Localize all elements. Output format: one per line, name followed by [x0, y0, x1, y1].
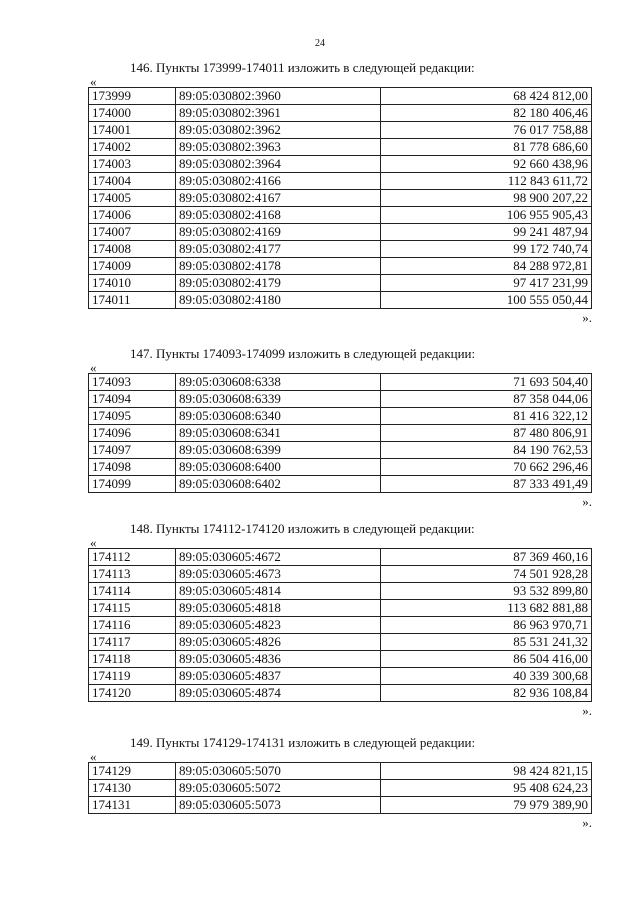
cadastral-number: 89:05:030605:4874: [176, 685, 381, 702]
table-row: [89, 549, 592, 566]
cadastral-number: 89:05:030605:5072: [176, 780, 381, 797]
row-number: 174008: [89, 241, 176, 258]
cadastral-number: 89:05:030605:5070: [176, 763, 381, 780]
cadastral-number: 89:05:030605:4672: [176, 549, 381, 566]
row-number: 174117: [89, 634, 176, 651]
cadastral-number: 89:05:030608:6338: [176, 374, 381, 391]
cadastral-value: 97 417 231,99: [381, 275, 592, 292]
opening-quote: «: [90, 74, 97, 89]
table-row: [89, 583, 592, 600]
closing-quote: ».: [582, 815, 592, 830]
row-number: 174130: [89, 780, 176, 797]
table-row: [89, 105, 592, 122]
cadastral-value: 79 979 389,90: [381, 797, 592, 814]
cadastral-number: 89:05:030605:4836: [176, 651, 381, 668]
cadastral-number: 89:05:030802:4167: [176, 190, 381, 207]
table-row: [89, 207, 592, 224]
section-148: [88, 521, 592, 720]
cadastral-number: 89:05:030608:6340: [176, 408, 381, 425]
row-number: 174011: [89, 292, 176, 309]
row-number: 174094: [89, 391, 176, 408]
section-title: 146. Пункты 173999-174011 изложить в следующей редакции:: [130, 60, 475, 75]
table-row: [89, 600, 592, 617]
cadastral-number: 89:05:030605:4826: [176, 634, 381, 651]
closing-quote: ».: [582, 494, 592, 509]
table-row: [89, 566, 592, 583]
table-row: [89, 780, 592, 797]
section-title: 148. Пункты 174112-174120 изложить в следующей редакции:: [130, 521, 475, 536]
row-number: 174129: [89, 763, 176, 780]
cadastral-number: 89:05:030802:4168: [176, 207, 381, 224]
cadastral-value: 87 358 044,06: [381, 391, 592, 408]
cadastral-number: 89:05:030802:4179: [176, 275, 381, 292]
cadastral-value: 113 682 881,88: [381, 600, 592, 617]
opening-quote: «: [90, 360, 97, 375]
closing-quote: ».: [582, 310, 592, 325]
table-row: [89, 408, 592, 425]
cadastral-value: 70 662 296,46: [381, 459, 592, 476]
section-title: 147. Пункты 174093-174099 изложить в следующей редакции:: [130, 346, 476, 361]
row-number: 174131: [89, 797, 176, 814]
row-number: 174004: [89, 173, 176, 190]
cadastral-number: 89:05:030605:4837: [176, 668, 381, 685]
cadastral-number: 89:05:030605:4814: [176, 583, 381, 600]
cadastral-value: 99 172 740,74: [381, 241, 592, 258]
cadastral-number: 89:05:030802:3962: [176, 122, 381, 139]
row-number: 174006: [89, 207, 176, 224]
row-number: 174116: [89, 617, 176, 634]
cadastral-number: 89:05:030802:4166: [176, 173, 381, 190]
cadastral-value: 85 531 241,32: [381, 634, 592, 651]
row-number: 174114: [89, 583, 176, 600]
table-row: [89, 224, 592, 241]
section-147: [88, 346, 592, 511]
cadastral-number: 89:05:030608:6402: [176, 476, 381, 493]
cadastral-value: 93 532 899,80: [381, 583, 592, 600]
section-title: 149. Пункты 174129-174131 изложить в следующей редакции:: [130, 735, 476, 750]
cadastral-value: 87 480 806,91: [381, 425, 592, 442]
cadastral-number: 89:05:030608:6399: [176, 442, 381, 459]
cadastral-value: 95 408 624,23: [381, 780, 592, 797]
cadastral-value: 86 963 970,71: [381, 617, 592, 634]
cadastral-value: 86 504 416,00: [381, 651, 592, 668]
table-row: [89, 617, 592, 634]
table-row: [89, 425, 592, 442]
cadastral-value: 82 936 108,84: [381, 685, 592, 702]
cadastral-value: 84 190 762,53: [381, 442, 592, 459]
row-number: 174112: [89, 549, 176, 566]
opening-quote: «: [90, 749, 97, 764]
cadastral-number: 89:05:030802:3960: [176, 88, 381, 105]
table-row: [89, 797, 592, 814]
table-row: [89, 122, 592, 139]
cadastral-number: 89:05:030802:4177: [176, 241, 381, 258]
cadastral-value: 92 660 438,96: [381, 156, 592, 173]
cadastral-value: 99 241 487,94: [381, 224, 592, 241]
table-row: [89, 763, 592, 780]
row-number: 174009: [89, 258, 176, 275]
cadastral-value: 74 501 928,28: [381, 566, 592, 583]
table-row: [89, 275, 592, 292]
table-row: [89, 685, 592, 702]
section-149: [88, 735, 592, 832]
row-number: 174115: [89, 600, 176, 617]
opening-quote: «: [90, 535, 97, 550]
cadastral-number: 89:05:030802:4169: [176, 224, 381, 241]
data-table: [88, 87, 592, 309]
cadastral-number: 89:05:030605:4673: [176, 566, 381, 583]
cadastral-value: 98 900 207,22: [381, 190, 592, 207]
row-number: 174007: [89, 224, 176, 241]
row-number: 173999: [89, 88, 176, 105]
row-number: 174000: [89, 105, 176, 122]
cadastral-number: 89:05:030802:3961: [176, 105, 381, 122]
page-number: 24: [315, 38, 325, 49]
row-number: 174096: [89, 425, 176, 442]
cadastral-value: 81 416 322,12: [381, 408, 592, 425]
data-table: [88, 548, 592, 702]
table-row: [89, 190, 592, 207]
row-number: 174003: [89, 156, 176, 173]
table-row: [89, 374, 592, 391]
row-number: 174097: [89, 442, 176, 459]
section-146: [88, 60, 592, 327]
table-row: [89, 173, 592, 190]
cadastral-number: 89:05:030802:4180: [176, 292, 381, 309]
cadastral-value: 112 843 611,72: [381, 173, 592, 190]
cadastral-number: 89:05:030608:6400: [176, 459, 381, 476]
row-number: 174119: [89, 668, 176, 685]
cadastral-value: 98 424 821,15: [381, 763, 592, 780]
row-number: 174005: [89, 190, 176, 207]
table-row: [89, 459, 592, 476]
cadastral-value: 82 180 406,46: [381, 105, 592, 122]
cadastral-number: 89:05:030802:3963: [176, 139, 381, 156]
table-row: [89, 391, 592, 408]
cadastral-value: 81 778 686,60: [381, 139, 592, 156]
cadastral-value: 87 369 460,16: [381, 549, 592, 566]
cadastral-number: 89:05:030802:3964: [176, 156, 381, 173]
cadastral-value: 87 333 491,49: [381, 476, 592, 493]
table-row: [89, 139, 592, 156]
table-row: [89, 292, 592, 309]
cadastral-number: 89:05:030605:5073: [176, 797, 381, 814]
row-number: 174113: [89, 566, 176, 583]
table-row: [89, 651, 592, 668]
row-number: 174010: [89, 275, 176, 292]
table-row: [89, 241, 592, 258]
cadastral-number: 89:05:030608:6341: [176, 425, 381, 442]
cadastral-number: 89:05:030608:6339: [176, 391, 381, 408]
row-number: 174001: [89, 122, 176, 139]
cadastral-value: 84 288 972,81: [381, 258, 592, 275]
table-row: [89, 634, 592, 651]
cadastral-number: 89:05:030802:4178: [176, 258, 381, 275]
row-number: 174099: [89, 476, 176, 493]
row-number: 174002: [89, 139, 176, 156]
table-row: [89, 88, 592, 105]
cadastral-value: 100 555 050,44: [381, 292, 592, 309]
table-row: [89, 442, 592, 459]
row-number: 174098: [89, 459, 176, 476]
cadastral-value: 106 955 905,43: [381, 207, 592, 224]
closing-quote: ».: [582, 703, 592, 718]
table-row: [89, 258, 592, 275]
cadastral-value: 68 424 812,00: [381, 88, 592, 105]
cadastral-value: 71 693 504,40: [381, 374, 592, 391]
cadastral-number: 89:05:030605:4823: [176, 617, 381, 634]
row-number: 174093: [89, 374, 176, 391]
row-number: 174095: [89, 408, 176, 425]
data-table: [88, 762, 592, 814]
row-number: 174118: [89, 651, 176, 668]
table-row: [89, 668, 592, 685]
cadastral-value: 76 017 758,88: [381, 122, 592, 139]
table-row: [89, 476, 592, 493]
cadastral-number: 89:05:030605:4818: [176, 600, 381, 617]
data-table: [88, 373, 592, 493]
row-number: 174120: [89, 685, 176, 702]
cadastral-value: 40 339 300,68: [381, 668, 592, 685]
table-row: [89, 156, 592, 173]
